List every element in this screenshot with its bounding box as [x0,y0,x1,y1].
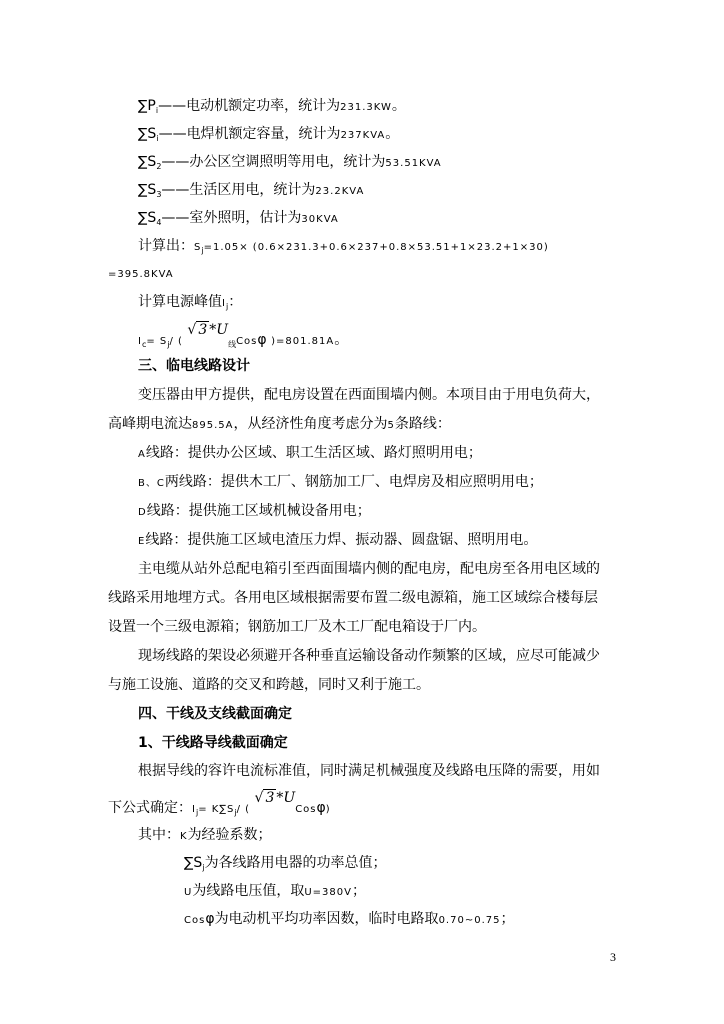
paragraph-line: 主电缆从站外总配电箱引至西面围墙内侧的配电房，配电房至各用电区域的 [138,561,600,577]
subscript: 3 [156,190,162,199]
text: 条路线： [394,416,451,432]
subscript: i [155,106,159,115]
phi-symbol: φ [316,800,326,816]
text: ； [351,883,366,899]
symbol: S [194,242,202,253]
section-heading: 三、临电线路设计 [138,358,250,374]
subscript: 线 [228,340,237,349]
paragraph-line: 与施工设施、道路的交叉和跨越，同时又利于施工。 [108,677,430,693]
formula: =1.05× (0.6×231.3+0.6×237+0.8×53.51+1×23.2+1×30) [203,242,549,253]
value: 895.5A [192,420,234,431]
paren: ) [325,804,331,815]
sqrt-expression: √ 3 *U [254,790,296,806]
text: ——电动机额定功率，统计为 [158,98,341,114]
formula-line [138,322,349,355]
symbol: Cos [184,915,206,926]
value: =801.81A [275,336,335,347]
symbol: U [184,887,193,898]
text: ，从经济性角度考虑分为 [233,416,388,432]
sum-symbol: ∑S [184,855,203,871]
paren: ) [271,336,276,347]
symbol: I [138,336,142,347]
list-item [138,501,371,523]
symbol: = S [146,336,168,347]
phi-symbol: φ [257,332,267,348]
value: =395.8KVA [108,269,174,280]
text: ： [228,294,243,310]
text: 计算电源峰值 [138,294,222,310]
label: A [138,449,146,460]
radicand: 3 [198,322,208,338]
subscript: j [225,302,229,311]
text: 。 [385,126,400,142]
definition-line [184,853,387,878]
definition-line [138,825,272,847]
formula-result [108,263,174,285]
value: U=380V [304,887,352,898]
symbol: Cos [236,336,258,347]
page-number: 3 [610,950,616,964]
definition-line [184,881,366,903]
subscript: i [156,134,159,143]
list-item [138,530,537,552]
paragraph-line [108,414,451,436]
text: ——室外照明，估计为 [161,210,302,226]
text: 线路：提供办公区域、职工生活区域、路灯照明用电； [145,445,482,461]
text: ——生活区用电，统计为 [161,182,316,198]
text: 两线路：提供木工厂、钢筋加工厂、电焊房及相应照明用电； [164,474,543,490]
symbol: K [180,831,188,842]
symbol: I [222,298,226,309]
paren: / ( [236,804,251,815]
phi-symbol: φ [205,911,215,927]
subscript: j [201,246,204,255]
label: D [138,507,147,518]
subscript: 4 [156,218,162,227]
text-line [138,124,399,149]
radicand: 3 [265,790,275,806]
paragraph-line: 根据导线的容许电流标准值，同时满足机械强度及线路电压降的需要，用如 [138,763,600,779]
label: E [138,536,146,547]
value: 30KVA [301,214,339,225]
text-line [138,208,339,233]
text: 其中： [138,827,180,843]
list-item [138,443,482,465]
sum-symbol: ∑P [138,98,156,114]
formula-line [138,236,549,261]
subsection-heading: 1、干线路导线截面确定 [138,735,288,751]
text: 为各线路用电器的功率总值； [204,855,387,871]
value: 237KVA [340,130,386,141]
paragraph-line: 变压器由甲方提供，配电房设置在西面围墙内侧。本项目由于用电负荷大， [138,387,600,403]
paragraph-line: 线路采用地埋方式。各用电区域根据需要布置二级电源箱，施工区域综合楼每层 [108,590,598,606]
label: B、C [138,478,165,489]
text-line [138,180,364,205]
symbol: I [192,804,196,815]
sum-symbol: ∑S [138,154,157,170]
text: 计算出： [138,238,194,254]
sum-symbol: ∑S [138,182,157,198]
section-heading: 四、干线及支线截面确定 [138,706,292,722]
value: 0.70~0.75 [438,915,501,926]
subscript: j [195,808,199,817]
paragraph-line: 设置一个三级电源箱；钢筋加工厂及木工厂配电箱设于厂内。 [108,619,486,635]
text: 高峰期电流达 [108,416,192,432]
list-item [138,472,543,494]
text-line [138,152,442,177]
paragraph-line: 现场线路的架设必须避开各种垂直运输设备动作频繁的区域，应尽可能减少 [138,648,600,664]
text: ——办公区空调照明等用电，统计为 [161,154,386,170]
text: ； [500,911,515,927]
text: 为线路电压值，取 [192,883,305,899]
sqrt-expression: √ 3 *U [187,322,229,338]
value: 5 [387,420,395,431]
text: ——电焊机额定容量，统计为 [158,126,341,142]
subscript: j [234,808,237,817]
value: 231.3KW [340,102,392,113]
subscript: c [141,340,147,349]
subscript: j [202,863,205,872]
text: 为经验系数； [187,827,272,843]
value: 23.2KVA [315,186,365,197]
symbol: *U [276,790,296,806]
value: 53.51KVA [385,158,442,169]
symbol: = K∑S [198,804,235,815]
text: 线路：提供施工区域机械设备用电； [146,503,371,519]
text: 。 [334,332,349,348]
text-line [138,292,242,317]
subscript: 2 [156,162,162,171]
symbol: Cos [295,804,317,815]
subscript: j [167,340,170,349]
text: 。 [391,98,406,114]
paren: / ( [169,336,183,347]
sum-symbol: ∑S [138,210,157,226]
definition-line [184,909,514,931]
text-line [138,96,406,121]
text: 线路：提供施工区域电渣压力焊、振动器、圆盘锯、照明用电。 [145,532,538,548]
formula-line [108,790,331,823]
text: 为电动机平均功率因数，临时电路取 [214,911,439,927]
sum-symbol: ∑S [138,126,157,142]
symbol: *U [209,322,229,338]
text: 下公式确定： [108,800,192,816]
